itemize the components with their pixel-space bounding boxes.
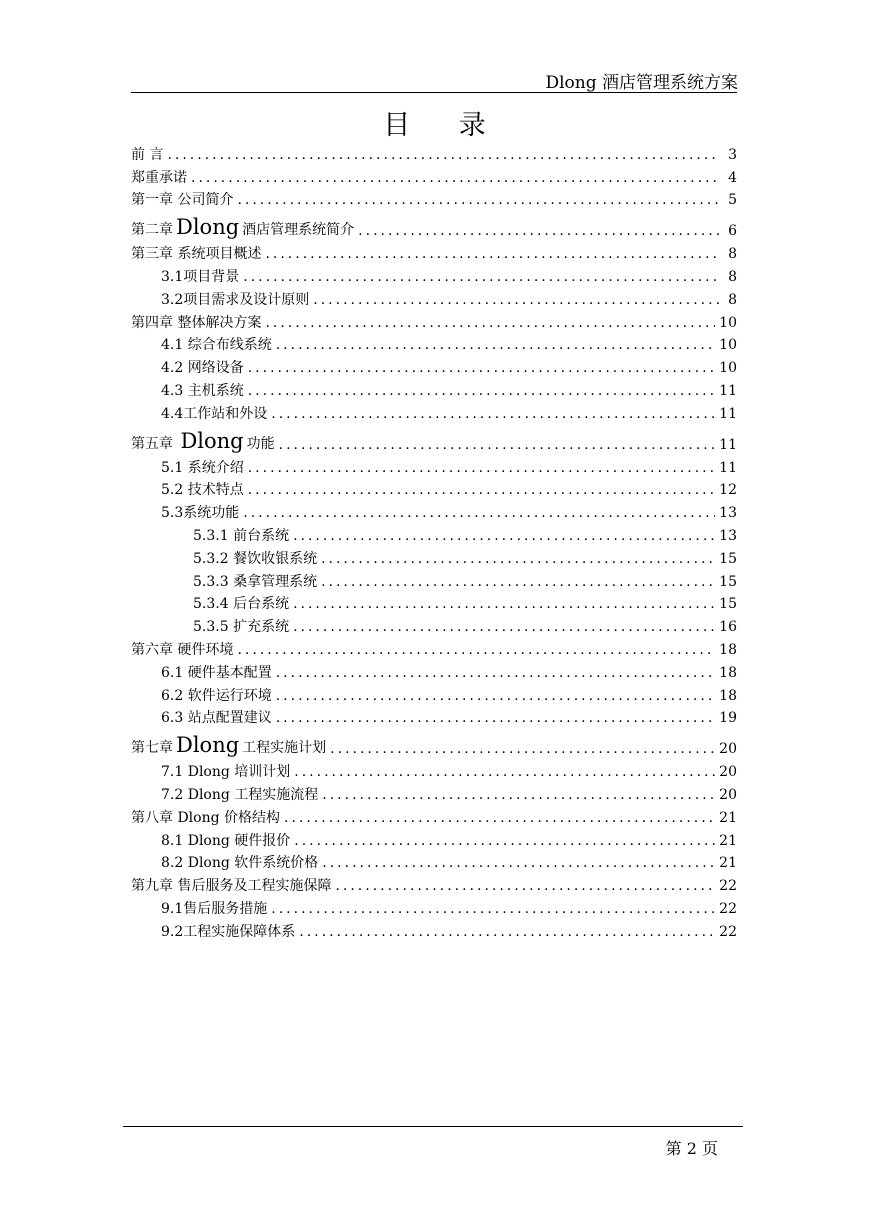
toc-entry-label: 4.1 综合布线系统 [161,337,272,354]
toc-entry-page-number: 4 [728,169,737,186]
toc-entry-title [193,528,289,544]
dot-leader [322,787,715,803]
dot-leader [243,505,715,521]
toc-entry-title [131,315,261,331]
toc-entry-label: 8.1 Dlong 硬件报价 [161,832,291,849]
toc-entry-page-number: 21 [719,809,737,826]
toc-entry-title [161,665,272,681]
toc-entry-label: 9.1售后服务措施 [161,900,268,917]
toc-entry-page-number: 8 [728,291,737,308]
toc-entry[interactable] [131,658,737,681]
toc-entry[interactable] [131,917,737,940]
dot-leader [271,901,715,917]
toc-entry-title [161,710,272,726]
footer-divider [123,1126,743,1127]
toc-entry[interactable] [131,894,737,917]
dot-leader [265,315,715,331]
toc-entry-label-suffix: 功能 [246,435,275,452]
toc-entry[interactable] [131,681,737,704]
toc-entry-label: 第六章 硬件环境 [131,641,234,658]
toc-entry-title [161,292,309,308]
toc-entry[interactable] [131,476,737,499]
dot-leader [313,292,719,308]
toc-entry-title [193,619,289,635]
toc-entry-label: 5.1 系统介绍 [161,459,244,476]
dot-leader [321,574,715,590]
dot-leader [293,528,715,544]
toc-entry-label: 5.3系统功能 [161,505,240,522]
toc-entry-title [131,642,233,658]
toc-entry[interactable] [131,567,737,590]
toc-entry-label: 前 言 [131,146,164,163]
toc-entry[interactable] [131,285,737,308]
toc-entry-title [161,482,244,498]
toc-entry-label: 第一章 公司简介 [131,192,234,209]
toc-entry-page-number: 5 [728,192,737,209]
dot-leader [335,878,715,894]
toc-entry-label: 7.1 Dlong 培训计划 [161,764,291,781]
dot-leader [248,360,715,376]
toc-entry-page-number: 10 [719,337,737,354]
toc-entry[interactable] [131,239,737,262]
toc-entry-title [161,460,244,476]
toc-entry-title [131,878,331,894]
dot-leader [243,269,719,285]
toc-entry-title [161,833,290,849]
toc-entry-page-number: 19 [719,710,737,727]
toc-entry-label: 第二章 [131,222,173,239]
toc-entry-label-suffix: 工程实施计划 [242,740,327,757]
toc-entry-title [161,924,295,940]
toc-entry-label: 第八章 Dlong 价格结构 [131,809,281,826]
toc-entry-page-number: 13 [719,505,737,522]
toc-entry-label: 5.3.2 餐饮收银系统 [193,550,318,567]
toc-entry-page-number: 18 [719,687,737,704]
toc-entry-label: 5.3.1 前台系统 [193,527,290,544]
toc-entry-product-name: Dlong [176,215,240,240]
dot-leader [294,764,715,780]
toc-entry-label: 第五章 [131,435,178,452]
toc-entry[interactable] [131,780,737,803]
toc-entry-label: 4.3 主机系统 [161,382,244,399]
header-divider [131,92,737,93]
toc-entry-title [161,360,244,376]
toc-entry-title [131,429,275,453]
toc-entry[interactable] [131,331,737,354]
toc-entry[interactable] [131,399,737,422]
toc-entry-label: 第七章 [131,740,173,757]
dot-leader [237,192,719,208]
dot-leader [237,642,715,658]
toc-entry-label: 5.3.3 桑拿管理系统 [193,573,318,590]
toc-entry-title [161,855,318,871]
page-header-title: Dlong 酒店管理系统方案 [545,73,738,93]
toc-entry-title [131,215,354,239]
toc-entry-title [161,269,239,285]
toc-entry-label: 7.2 Dlong 工程实施流程 [161,786,319,803]
toc-entry[interactable] [131,353,737,376]
toc-entry[interactable] [131,612,737,635]
toc-entry-page-number: 8 [728,246,737,263]
dot-leader [284,810,715,826]
toc-entry-title [161,764,290,780]
toc-entry-label: 6.3 站点配置建议 [161,710,272,727]
toc-entry-label: 第三章 系统项目概述 [131,246,262,263]
toc-entry-label: 第九章 售后服务及工程实施保障 [131,878,332,895]
toc-entry-page-number: 15 [719,550,737,567]
dot-leader [322,855,715,871]
toc-entry[interactable] [131,757,737,780]
toc-entry[interactable] [131,262,737,285]
toc-entry-label: 8.2 Dlong 软件系统价格 [161,855,319,872]
toc-entry[interactable] [131,422,737,453]
dot-leader [276,337,715,353]
toc-entry-page-number: 11 [719,405,737,422]
toc-entry-title [131,170,187,186]
dot-leader [167,147,719,163]
toc-entry-page-number: 20 [719,764,737,781]
dot-leader [294,833,715,849]
toc-entry-title [161,383,244,399]
toc-entry-page-number: 10 [719,314,737,331]
toc-entry-title [131,733,326,757]
toc-entry-page-number: 15 [719,596,737,613]
toc-entry-title [193,596,289,612]
dot-leader [265,246,719,262]
toc-entry-label-suffix: 酒店管理系统简介 [242,222,355,239]
toc-entry-page-number: 20 [719,741,737,758]
toc-entry[interactable] [131,803,737,826]
toc-entry[interactable] [131,726,737,757]
dot-leader [293,596,715,612]
toc-entry-product-name: Dlong [180,428,244,453]
dot-leader [276,665,715,681]
dot-leader [271,406,715,422]
toc-entry[interactable] [131,163,737,186]
dot-leader [248,460,715,476]
toc-entry-title [161,505,239,521]
toc-entry-title [193,574,317,590]
toc-entry-label: 第四章 整体解决方案 [131,314,262,331]
toc-entry[interactable] [131,826,737,849]
dot-leader [293,619,715,635]
toc-entry-page-number: 22 [719,900,737,917]
toc-entry-page-number: 10 [719,360,737,377]
toc-entry-label: 5.3.4 后台系统 [193,596,290,613]
dot-leader [330,741,715,757]
toc-entry-title [161,787,318,803]
toc-entry[interactable] [131,186,737,209]
dot-leader [248,482,715,498]
toc-entry-label: 6.1 硬件基本配置 [161,664,272,681]
toc-entry[interactable] [131,544,737,567]
toc-entry[interactable] [131,208,737,239]
dot-leader [358,223,719,239]
dot-leader [191,170,719,186]
toc-entry-title [193,551,317,567]
toc-entry[interactable] [131,590,737,613]
toc-entry[interactable] [131,521,737,544]
toc-entry-page-number: 6 [728,223,737,240]
dot-leader [276,710,715,726]
toc-entry[interactable] [131,308,737,331]
toc-entry-page-number: 11 [719,459,737,476]
toc-entry-page-number: 21 [719,832,737,849]
dot-leader [248,383,715,399]
toc-entry[interactable] [131,376,737,399]
toc-entry-label: 3.2项目需求及设计原则 [161,291,310,308]
toc-entry[interactable] [131,704,737,727]
toc-entry-page-number: 12 [719,482,737,499]
toc-entry[interactable] [131,498,737,521]
toc-entry-page-number: 8 [728,268,737,285]
dot-leader [321,551,715,567]
toc-entry-label: 3.1项目背景 [161,268,240,285]
toc-entry-page-number: 21 [719,855,737,872]
toc-entry-label: 4.2 网络设备 [161,360,244,377]
toc-entry[interactable] [131,140,737,163]
toc-entry-label: 5.3.5 扩充系统 [193,619,290,636]
toc-entry-label: 郑重承诺 [131,169,187,186]
toc-entry-label: 9.2工程实施保障体系 [161,923,296,940]
toc-entry-label: 6.2 软件运行环境 [161,687,272,704]
table-of-contents [131,140,737,940]
toc-entry[interactable] [131,635,737,658]
toc-entry-page-number: 22 [719,878,737,895]
toc-entry-page-number: 3 [728,146,737,163]
toc-entry-label: 4.4工作站和外设 [161,405,268,422]
toc-entry-title [161,406,267,422]
toc-entry-title [161,901,267,917]
toc-entry-title [131,147,163,163]
toc-entry-title [131,246,261,262]
toc-entry-page-number: 22 [719,923,737,940]
toc-entry-page-number: 13 [719,527,737,544]
dot-leader [276,688,715,704]
dot-leader [279,437,716,453]
dot-leader [299,924,715,940]
toc-entry-product-name: Dlong [176,733,240,758]
toc-entry-page-number: 11 [719,436,737,453]
toc-entry-title [131,192,233,208]
toc-entry-page-number: 16 [719,619,737,636]
toc-entry-page-number: 11 [719,382,737,399]
page-number-footer: 第 2 页 [665,1139,718,1158]
toc-entry-title [161,688,272,704]
toc-entry-page-number: 18 [719,641,737,658]
toc-entry-label: 5.2 技术特点 [161,482,244,499]
toc-entry[interactable] [131,453,737,476]
toc-entry-title [131,810,280,826]
toc-entry[interactable] [131,871,737,894]
toc-entry-page-number: 15 [719,573,737,590]
toc-entry-title [161,337,272,353]
toc-entry-page-number: 18 [719,664,737,681]
toc-title: 目 录 [383,110,506,141]
toc-entry[interactable] [131,849,737,872]
toc-entry-page-number: 20 [719,786,737,803]
